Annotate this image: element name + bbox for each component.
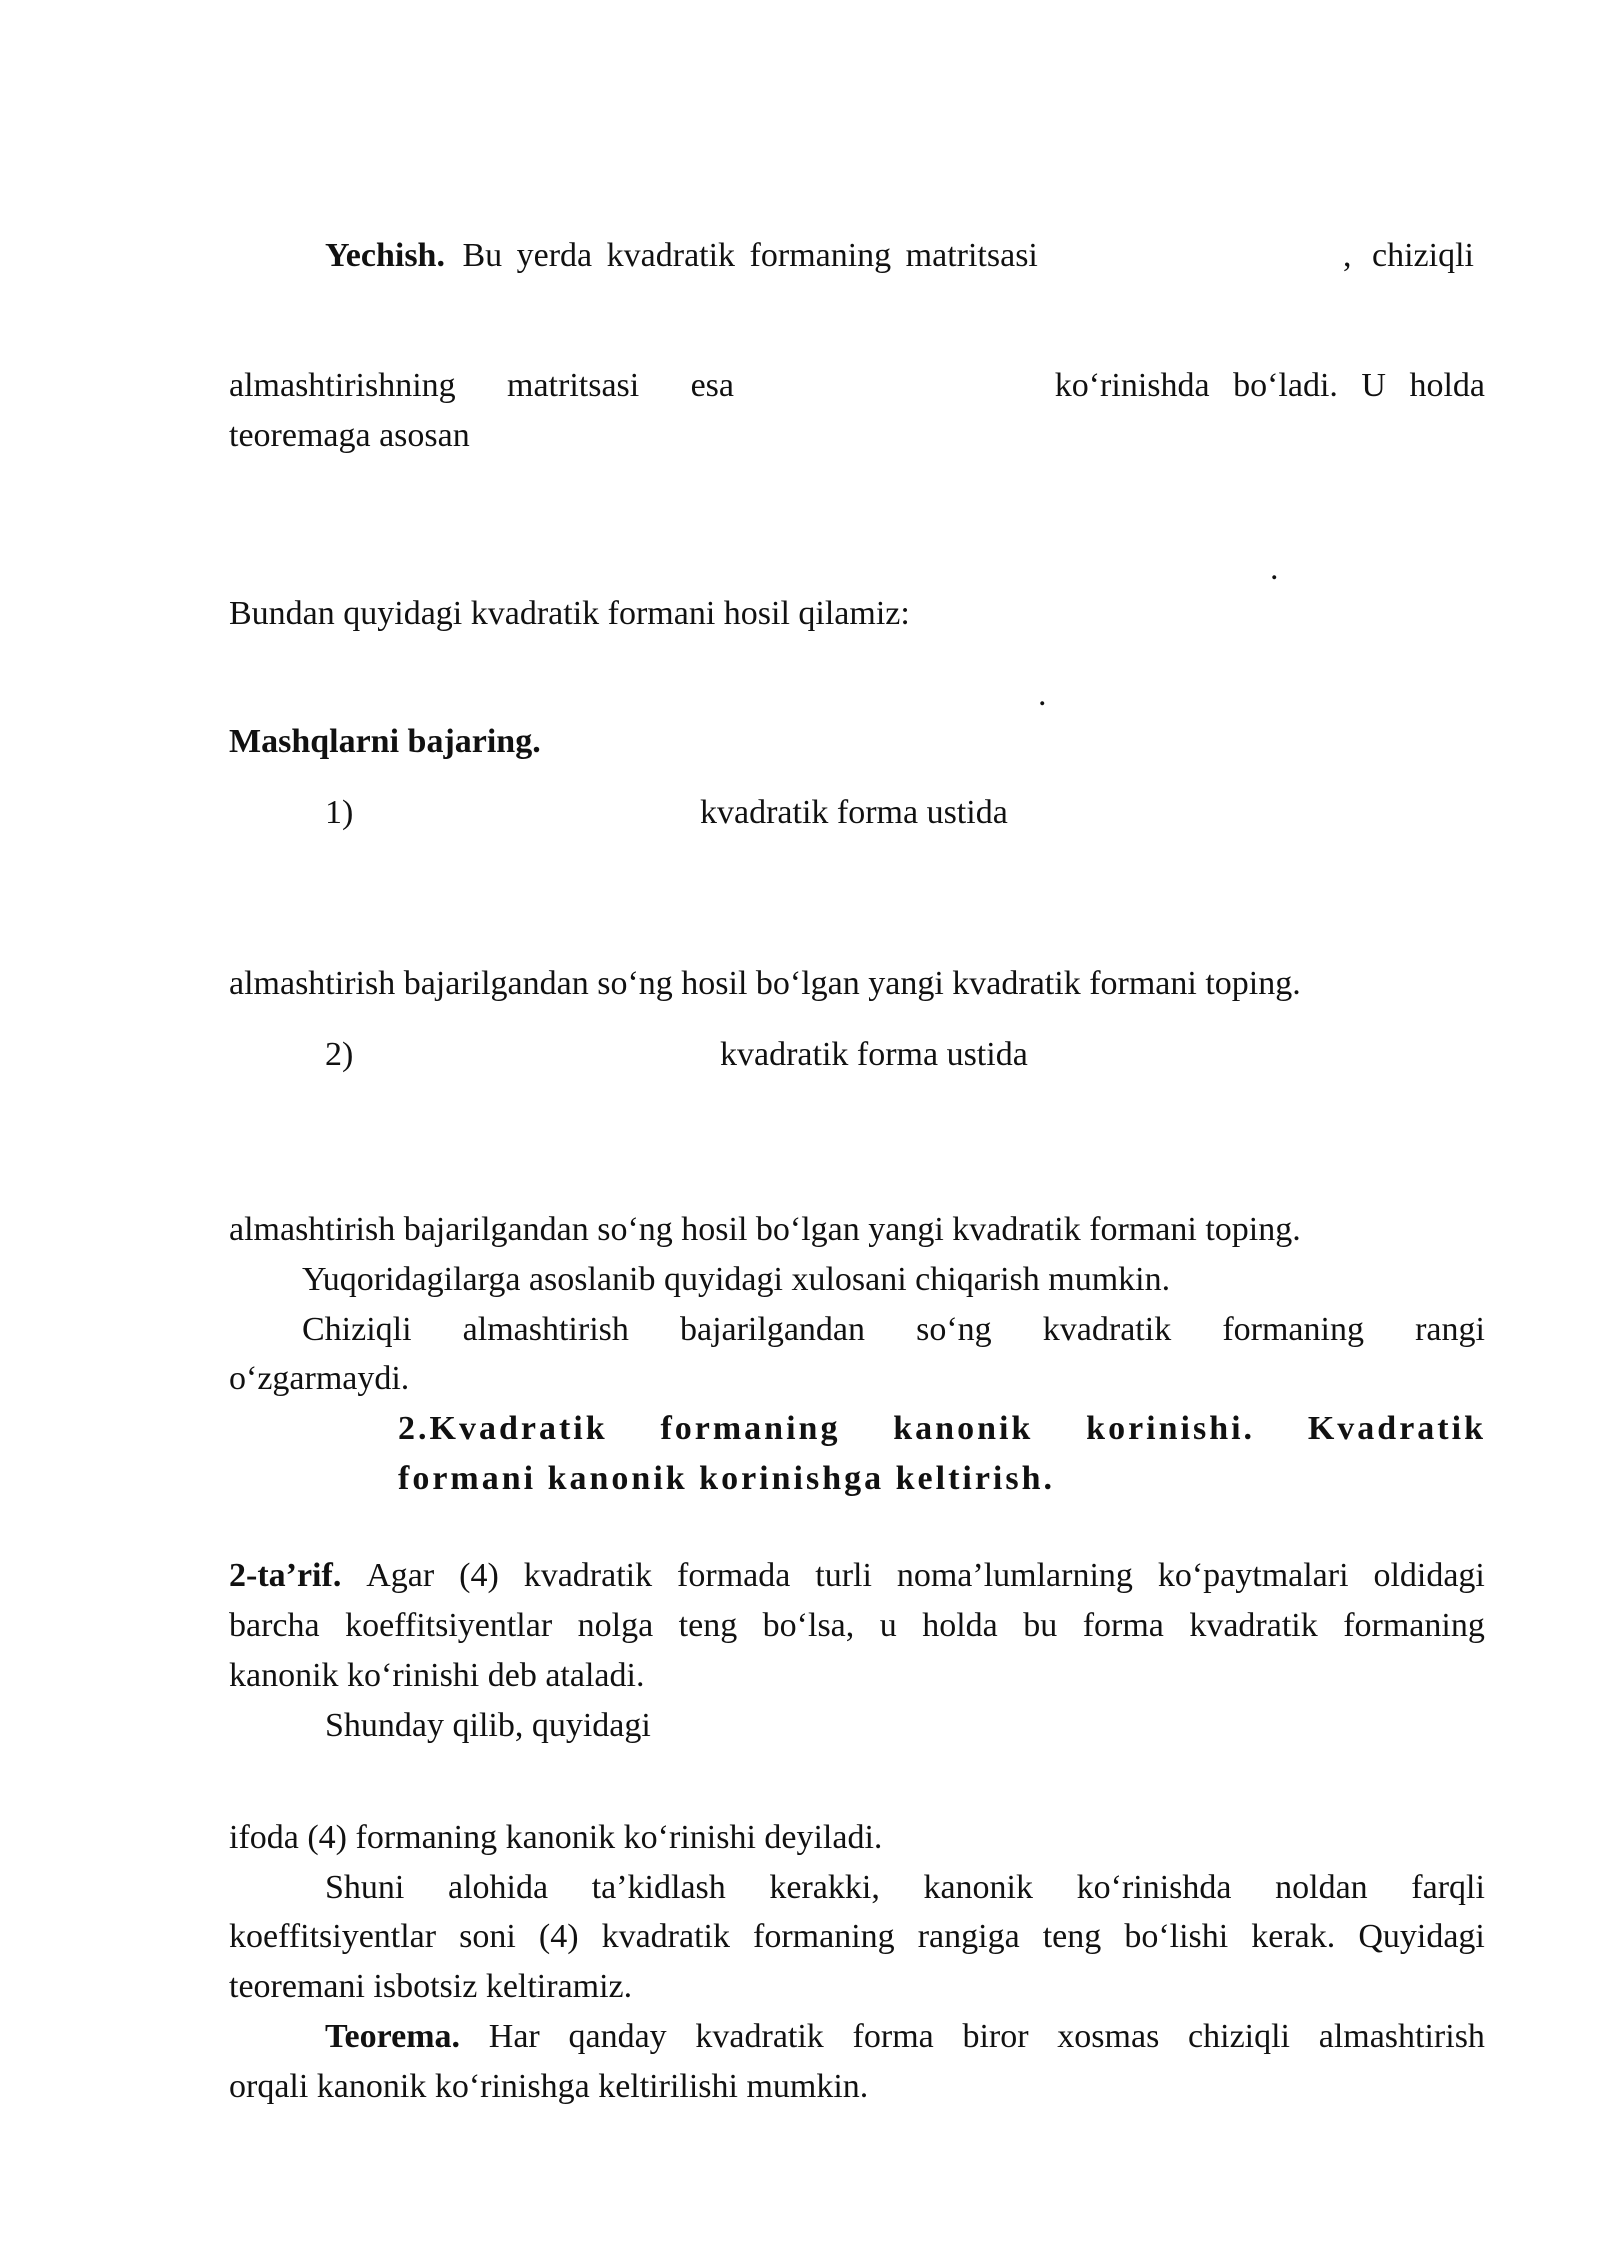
word: so‘ng [916,1311,992,1348]
word: formaning [1222,1311,1364,1348]
word: rangiga [917,1918,1020,1955]
word: farqli [1411,1869,1485,1906]
exercises-heading: Mashqlarni bajaring. [229,723,541,760]
almash-line-2: teoremaga asosan [229,417,470,454]
word: kanonik [923,1869,1034,1906]
exercise-1-number: 1) [325,794,354,831]
word: biror [962,2018,1029,2055]
word: ta’kidlash [591,1869,726,1906]
word: bu [1023,1607,1058,1644]
word: kvadratik [695,2018,824,2055]
word: noldan [1275,1869,1368,1906]
word: korinishi. [1086,1410,1256,1447]
definition-line-1-wrap [229,1559,1485,1593]
almash-right: ko‘rinishda bo‘ladi. U holda [1054,367,1485,404]
exercise-2-text: kvadratik forma ustida [720,1036,1028,1073]
definition-line-3: kanonik ko‘rinishi deb ataladi. [229,1657,645,1694]
word: Agar [366,1557,435,1594]
yechish-text-end: chiziqli [1372,237,1474,274]
almash-word-2: matritsasi [507,367,640,404]
word: rangi [1415,1311,1485,1348]
conclusion-intro: Yuqoridagilarga asoslanib quyidagi xulosani chiqarish mumkin. [302,1261,1171,1298]
word: kvadratik [601,1918,730,1955]
section-heading-line-2: formani kanonik korinishga keltirish. [398,1460,1056,1497]
theorem-line-1 [325,2020,1485,2054]
word: qanday [568,2018,667,2055]
word: forma [1082,1607,1164,1644]
word: forma [852,2018,934,2055]
exercise-2-number: 2) [325,1036,354,1073]
exercise-1-text: kvadratik forma ustida [700,794,1008,831]
word: teng [1042,1918,1102,1955]
word: turli [815,1557,872,1594]
word: noma’lumlarning [896,1557,1133,1594]
word: kvadratik [523,1557,653,1594]
word: 2.Kvadratik [398,1410,608,1447]
definition-line-2 [229,1609,1485,1643]
exercise-1-end: almashtirish bajarilgandan so‘ng hosil bo‘lgan yangi kvadratik formani toping. [229,965,1301,1002]
word: Quyidagi [1358,1918,1485,1955]
bold-label: Teorema. [325,2018,461,2055]
word: formaning [660,1410,841,1447]
word: nolga [577,1607,654,1644]
note-line-2 [229,1920,1485,1954]
conclusion-line-1-wrap [302,1313,1485,1347]
word: barcha [229,1607,320,1644]
word: kanonik [893,1410,1034,1447]
bundan-line: Bundan quyidagi kvadratik formani hosil qilamiz: [229,595,910,632]
word: kvadratik [1042,1311,1172,1348]
yechish-text: Bu yerda kvadratik formaning matritsasi [462,237,1038,274]
word: soni [459,1918,516,1955]
word: (4) [459,1557,499,1594]
word: Shuni [325,1869,405,1906]
word: kvadratik [1189,1607,1318,1644]
word: bo‘lsa, [762,1607,855,1644]
definition-line-2-wrap [229,1609,1485,1643]
almash-word-3: esa [690,367,734,404]
note-line-1 [325,1871,1485,1905]
word: teng [678,1607,738,1644]
theorem-line-1-wrap [325,2020,1485,2054]
word: bo‘lishi [1124,1918,1229,1955]
yechish-label: Yechish. [325,237,445,274]
word: u [879,1607,897,1644]
word: kerak. [1251,1918,1336,1955]
yechish-line [325,239,1038,273]
word: formaning [1343,1607,1485,1644]
formula-period-2: . [1038,676,1047,713]
word: Chiziqli [302,1311,412,1348]
word: formada [677,1557,791,1594]
word: Har [488,2018,540,2055]
theorem-line-2: orqali kanonik ko‘rinishga keltirilishi mumkin. [229,2068,869,2105]
conclusion-line-2: o‘zgarmaydi. [229,1360,410,1397]
word: almashtirish [462,1311,629,1348]
exercise-2-end: almashtirish bajarilgandan so‘ng hosil bo‘lgan yangi kvadratik formani toping. [229,1211,1301,1248]
formula-period: . [1270,550,1279,587]
word: holda [922,1607,998,1644]
word: bajarilgandan [679,1311,866,1348]
word: koeffitsiyentlar [229,1918,437,1955]
word: ko‘paytmalari [1157,1557,1349,1594]
bold-label: 2-ta’rif. [229,1557,342,1594]
word: almashtirish [1318,2018,1485,2055]
yechish-comma: , [1343,237,1352,274]
ifoda-line: ifoda (4) formaning kanonik ko‘rinishi deyiladi. [229,1819,883,1856]
definition-line-1 [229,1559,1485,1593]
almash-word-1: almashtirishning [229,367,456,404]
word: oldidagi [1373,1557,1485,1594]
word: (4) [538,1918,579,1955]
word: alohida [447,1869,549,1906]
word: xosmas [1057,2018,1160,2055]
note-line-1-wrap [325,1871,1485,1905]
word: chiziqli [1188,2018,1290,2055]
section-heading-line-1 [398,1412,1486,1446]
word: koeffitsiyentlar [345,1607,553,1644]
conclusion-line-1 [302,1313,1485,1347]
section-heading-line-1-wrap [398,1412,1486,1446]
shunday-line: Shunday qilib, quyidagi [325,1707,651,1744]
word: kerakki, [769,1869,880,1906]
word: ko‘rinishda [1076,1869,1232,1906]
word: formaning [753,1918,895,1955]
note-line-3: teoremani isbotsiz keltiramiz. [229,1968,633,2005]
almash-left [229,369,734,403]
note-line-2-wrap [229,1920,1485,1954]
word: Kvadratik [1307,1410,1486,1447]
